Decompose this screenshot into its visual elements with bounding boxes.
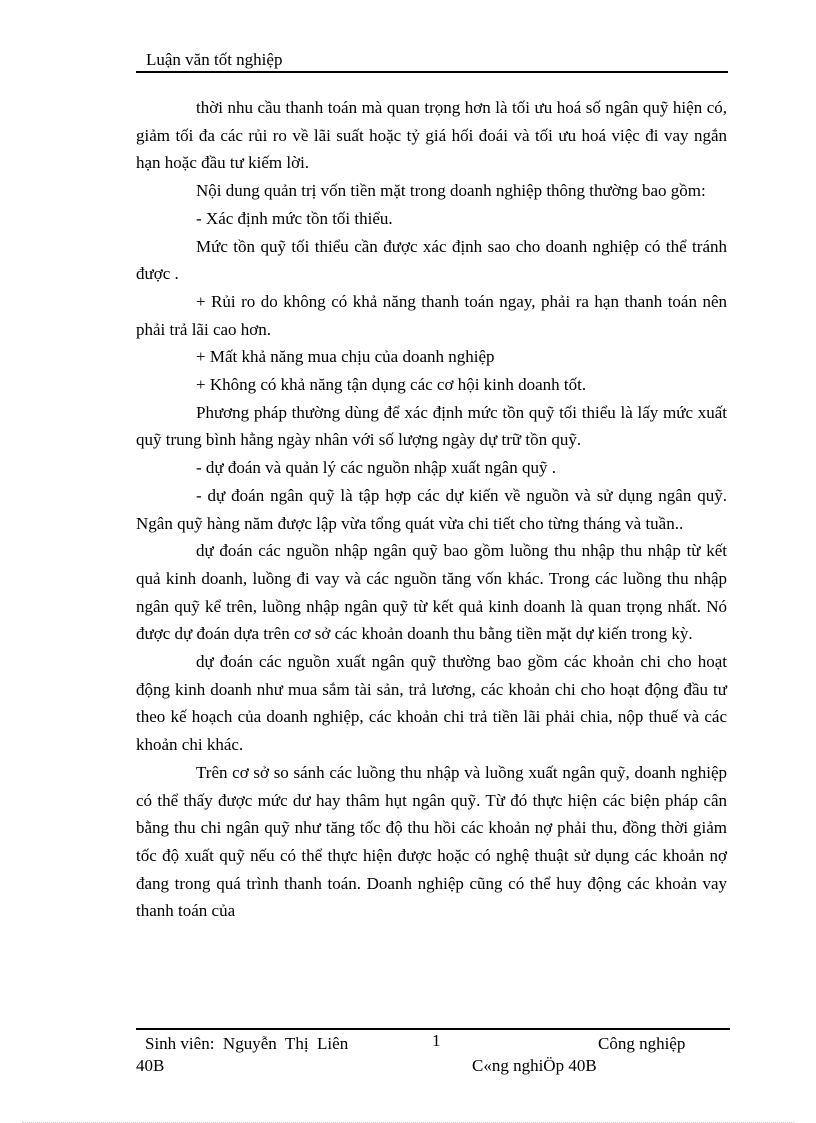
paragraph: + Rủi ro do không có khả năng thanh toán ngay, phải ra hạn thanh toán nên phải trả lãi cao hơn. <box>136 291 727 339</box>
paragraph: - dự đoán ngân quỹ là tập hợp các dự kiến về nguồn và sử dụng ngân quỹ. Ngân quỹ hàng năm được lập vừa tổng quát vừa chi tiết cho từng tháng và tuần.. <box>136 485 727 533</box>
paragraph: Mức tồn quỹ tối thiểu cần được xác định sao cho doanh nghiệp có thể tránh được . <box>136 236 727 284</box>
paragraph: Trên cơ sở so sánh các luồng thu nhập và luồng xuất ngân quỹ, doanh nghiệp có thể thấy được mức dư hay thâm hụt ngân quỹ. Từ đó thực hiện các biện pháp cân bằng thu chi ngân quỹ như tăng tốc độ thu hồi các khoản nợ phải thu, đồng thời giảm tốc độ xuất quỹ nếu có thể thực hiện được hoặc có nghệ thuật sử dụng các khoản nợ đang trong quá trình thanh toán. Doanh nghiệp cũng có thể huy động các khoản vay thanh toán của <box>136 762 727 921</box>
paragraph: - dự đoán và quản lý các nguồn nhập xuất ngân quỹ . <box>196 458 556 478</box>
paragraph: Phương pháp thường dùng để xác định mức tồn quỹ tối thiểu là lấy mức xuất quỹ trung bình hằng ngày nhân với số lượng ngày dự trữ tồn quỹ. <box>136 402 727 450</box>
footer-garbled-major: C«ng nghiÖp 40B <box>472 1056 597 1075</box>
page-header-title: Luận văn tốt nghiệp <box>146 50 283 69</box>
header-divider <box>136 71 728 73</box>
document-body <box>136 94 727 925</box>
paragraph: - Xác định mức tồn tối thiểu. <box>196 208 393 228</box>
footer-major: Công nghiệp <box>598 1034 686 1053</box>
paragraph: dự đoán các nguồn nhập ngân quỹ bao gồm luồng thu nhập thu nhập từ kết quả kinh doanh, luồng đi vay và các nguồn tăng vốn khác. Trong các luồng thu nhập ngân quỹ kể trên, luồng nhập ngân quỹ từ kết quả kinh doanh là quan trọng nhất. Nó được dự đoán dựa trên cơ sở các khoản doanh thu bằng tiền mặt dự kiến trong kỳ. <box>136 541 727 644</box>
footer-student-name: Sinh viên: Nguyễn Thị Liên <box>145 1034 349 1053</box>
paragraph: dự đoán các nguồn xuất ngân quỹ thường bao gồm các khoản chi cho hoạt động kinh doanh như mua sắm tài sản, trả lương, các khoản chi cho hoạt động đầu tư theo kế hoạch của doanh nghiệp, các khoản chi trả tiền lãi phải chia, nộp thuế và các khoản chi khác. <box>136 652 727 755</box>
paragraph: + Không có khả năng tận dụng các cơ hội kinh doanh tốt. <box>196 375 587 395</box>
paragraph: thời nhu cầu thanh toán mà quan trọng hơn là tối ưu hoá số ngân quỹ hiện có, giảm tối đa các rủi ro về lãi suất hoặc tỷ giá hối đoái và tối ưu hoá việc đi vay ngắn hạn hoặc đầu tư kiếm lời. <box>136 98 727 173</box>
footer-class: 40B <box>136 1056 165 1075</box>
page-number: 1 <box>432 1031 441 1050</box>
paragraph: + Mất khả năng mua chịu của doanh nghiệp <box>196 347 495 367</box>
footer-divider <box>136 1028 730 1030</box>
paragraph: Nội dung quản trị vốn tiền mặt trong doanh nghiệp thông thường bao gồm: <box>196 181 706 201</box>
